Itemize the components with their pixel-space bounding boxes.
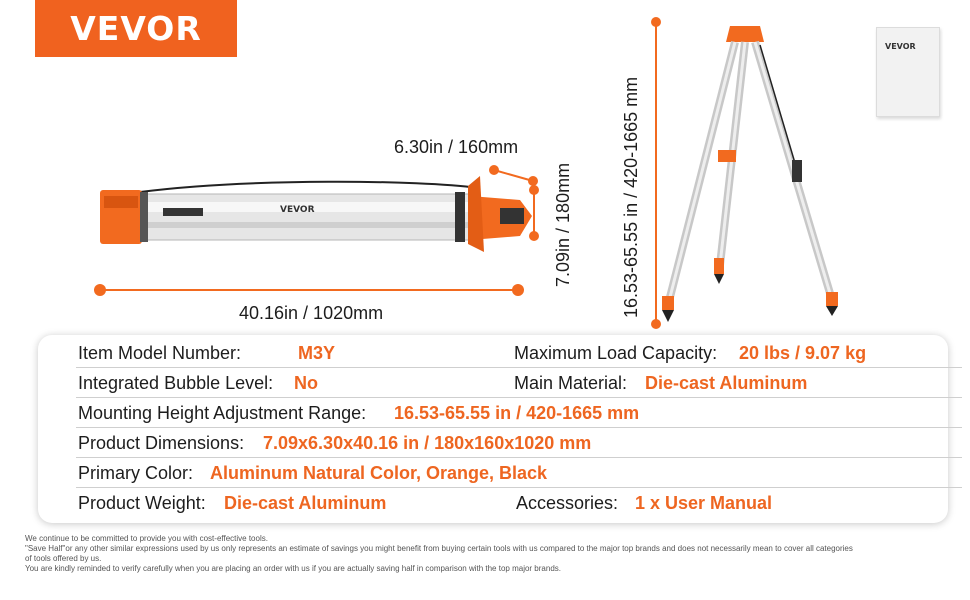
spec-row <box>76 458 962 488</box>
main-material-value: Die-cast Aluminum <box>645 373 808 393</box>
spec-row <box>76 368 962 398</box>
brand-logo-text: VEVOR <box>70 9 202 48</box>
folded-tripod-image <box>100 176 532 252</box>
mounting-height-label: Mounting Height Adjustment Range: <box>78 403 367 423</box>
bubble-level-label: Integrated Bubble Level: <box>78 373 274 393</box>
manual-brand-text: VEVOR <box>885 42 916 51</box>
item-model-value: M3Y <box>298 343 336 363</box>
diameter-dimension-label: 6.30in / 160mm <box>394 137 519 157</box>
spec-row <box>76 488 962 518</box>
product-dimensions-label: Product Dimensions: <box>78 433 245 453</box>
mounting-height-value: 16.53-65.55 in / 420-1665 mm <box>394 403 640 423</box>
spec-row <box>76 398 962 428</box>
primary-color-label: Primary Color: <box>78 463 194 483</box>
item-model-label: Item Model Number: <box>78 343 242 363</box>
bubble-level-value: No <box>294 373 318 393</box>
width-dimension-label: 7.09in / 180mm <box>553 162 573 287</box>
length-dimension-line <box>94 284 524 296</box>
tripod-brand-text: VEVOR <box>280 205 315 215</box>
product-dimensions-value: 7.09x6.30x40.16 in / 180x160x1020 mm <box>263 433 592 453</box>
diameter-dimension-line <box>489 165 538 186</box>
max-load-value: 20 lbs / 9.07 kg <box>739 343 867 363</box>
height-dimension-label: 16.53-65.55 in / 420-1665 mm <box>621 76 641 318</box>
user-manual-image <box>876 27 940 117</box>
accessories-label: Accessories: <box>516 493 619 513</box>
main-material-label: Main Material: <box>514 373 628 393</box>
specifications-table <box>38 335 948 523</box>
width-dimension-line <box>529 185 539 241</box>
length-dimension-label: 40.16in / 1020mm <box>239 303 384 323</box>
standing-tripod-image <box>662 26 838 322</box>
height-dimension-line <box>651 17 661 329</box>
product-weight-value: Die-cast Aluminum <box>224 493 387 513</box>
primary-color-value: Aluminum Natural Color, Orange, Black <box>210 463 548 483</box>
footnote-line: "Save Half"or any other similar expressions used by us only represents an estimate of savings you might benefit from buying certain tools with us compared to the major top brands and does not necessarily mean to cover all categories <box>25 544 853 553</box>
footnote-line: You are kindly reminded to verify carefully when you are placing an order with us if you are actually saving half in comparison with the top major brands. <box>25 564 561 573</box>
footnote-line: We continue to be committed to provide you with cost-effective tools. <box>25 534 268 543</box>
spec-row <box>76 428 962 458</box>
product-weight-label: Product Weight: <box>78 493 206 513</box>
max-load-label: Maximum Load Capacity: <box>514 343 718 363</box>
accessories-value: 1 x User Manual <box>635 493 773 513</box>
spec-row <box>76 338 962 368</box>
footnote-line: of tools offered by us. <box>25 554 102 563</box>
